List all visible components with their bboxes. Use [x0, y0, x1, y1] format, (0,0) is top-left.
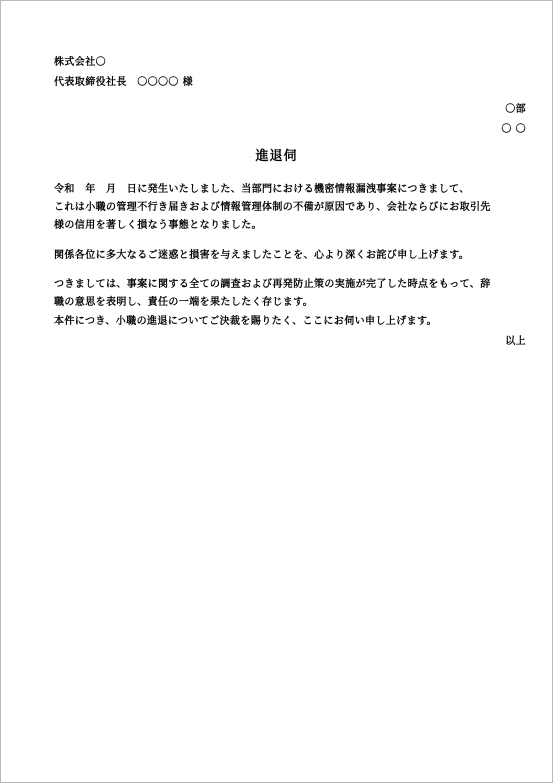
sender-department: 〇部 [505, 104, 526, 115]
paragraph-3-line-3: 本件につき、小職の進退についてご決裁を賜りたく、ここにお伺い申し上げます。 [54, 316, 437, 327]
paragraph-3-line-1: つきましては、事案に関する全ての調査および再発防止策の実施が完了した時点をもって、辞 [54, 279, 491, 290]
paragraph-1-line-3: 様の信用を著しく損なう事態となりました。 [54, 220, 262, 231]
paragraph-1-line-1: 令和 年 月 日に発生いたしました、当部門における機密情報漏洩事案につきまして、 [54, 184, 470, 195]
paragraph-3-line-2: 職の意思を表明し、責任の一端を果たしたく存じます。 [54, 297, 314, 308]
addressee-company: 株式会社〇 [54, 57, 106, 68]
closing-text: 以上 [505, 336, 526, 347]
document-title: 進退伺 [255, 149, 298, 164]
sender-name: 〇 〇 [501, 124, 526, 135]
addressee-representative: 代表取締役社長 〇〇〇〇 様 [54, 77, 194, 88]
paragraph-1-line-2: これは小職の管理不行き届きおよび情報管理体制の不備が原因であり、会社ならびにお取引先 [54, 202, 491, 213]
paragraph-2-line-1: 関係各位に多大なるご迷惑と損害を与えましたことを、心より深くお詫び申し上げます。 [54, 250, 470, 261]
